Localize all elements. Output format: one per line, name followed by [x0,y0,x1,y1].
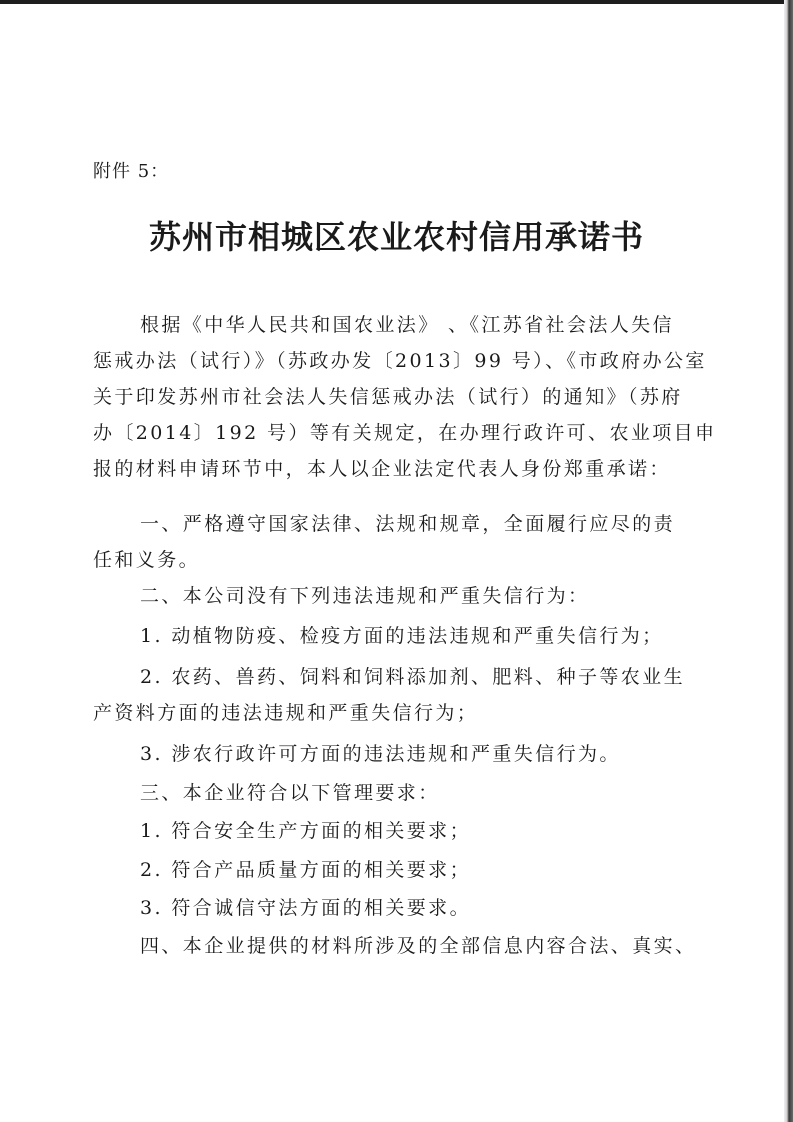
list-item: 1. 符合安全生产方面的相关要求； [140,820,471,842]
section-heading: 三、本企业符合以下管理要求： [140,782,440,804]
scan-right-edge [784,0,793,1122]
list-item: 1. 动植物防疫、检疫方面的违法违规和严重失信行为； [140,625,664,647]
scan-top-edge [0,0,793,4]
attachment-label: 附件 5： [93,161,170,182]
section-heading: 四、本企业提供的材料所涉及的全部信息内容合法、真实、 [140,935,697,957]
paragraph-line: 根据《中华人民共和国农业法》 、《江苏省社会法人失信 [140,314,674,336]
paragraph-line: 办〔2014〕192 号）等有关规定，在办理行政许可、农业项目申 [93,422,717,444]
list-item: 2. 符合产品质量方面的相关要求； [140,859,471,881]
list-item: 2. 农药、兽药、饲料和饲料添加剂、肥料、种子等农业生 [140,666,685,688]
section-heading: 二、本公司没有下列违法违规和严重失信行为： [140,585,590,607]
list-item: 3. 符合诚信守法方面的相关要求。 [140,897,471,919]
paragraph-line: 惩戒办法（试行）》（苏政办发〔2013〕99 号）、《市政府办公室 [93,350,707,372]
paragraph-line: 报的材料申请环节中，本人以企业法定代表人身份郑重承诺： [93,458,671,480]
list-item-continuation: 产资料方面的违法违规和严重失信行为； [93,702,479,724]
paragraph-line: 一、严格遵守国家法律、法规和规章，全面履行应尽的责 [140,513,676,535]
paragraph-line: 任和义务。 [93,549,201,571]
paragraph-line: 关于印发苏州市社会法人失信惩戒办法（试行）的通知》（苏府 [93,386,683,408]
document-title: 苏州市相城区农业农村信用承诺书 [148,218,644,256]
list-item: 3. 涉农行政许可方面的违法违规和严重失信行为。 [140,743,621,765]
